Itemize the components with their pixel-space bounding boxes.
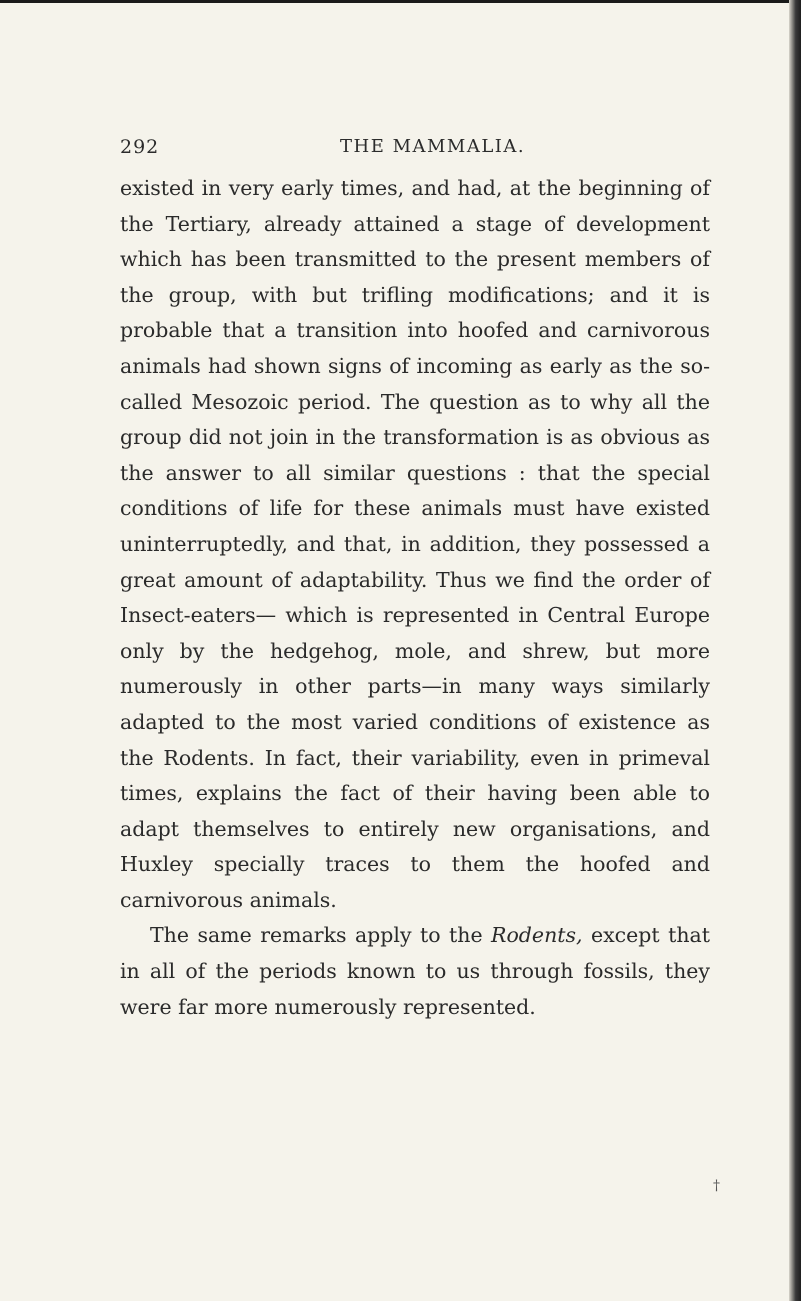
paragraph-2-end: except that in all of the periods known to us through fossils, they were far more numerously represented.	[120, 923, 710, 1019]
stray-mark: †	[713, 1178, 720, 1194]
paragraph-1: existed in very early times, and had, at the beginning of the Tertiary, already attained a stage of development which has been transmitted to the present members of the group, with but trifling modifications; and it is probable that a transition into hoofed and carnivorous animals had shown signs of incoming as early as the so-called Mesozoic period. The question as to why all the group did not join in the transformation is as obvious as the answer to all similar questions : that the special conditions of life for these animals must have existed uninterruptedly, and that, in addition, they possessed a great amount of adaptability. Thus we find the order of Insect-eaters— which is represented in Central Europe only by the hedgehog, mole, and shrew, but more numerously in other parts—in many ways similarly adapted to the most varied conditions of existence as the Rodents. In fact, their variability, even in primeval times, explains the fact of their having been able to adapt themselves to entirely new organisations, and Huxley specially traces to them the hoofed and carnivorous animals.	[120, 176, 710, 912]
paragraph-2-start: The same remarks apply to the	[150, 923, 492, 948]
paragraph-2-italic-term: Rodents,	[491, 923, 583, 948]
paragraph-2	[120, 918, 710, 1025]
running-head	[120, 136, 710, 164]
running-title: THE MAMMALIA.	[340, 136, 526, 157]
body-text	[120, 171, 710, 1025]
page-binding-edge	[789, 0, 801, 1301]
page-top-edge	[0, 0, 801, 3]
page-number: 292	[120, 136, 160, 158]
